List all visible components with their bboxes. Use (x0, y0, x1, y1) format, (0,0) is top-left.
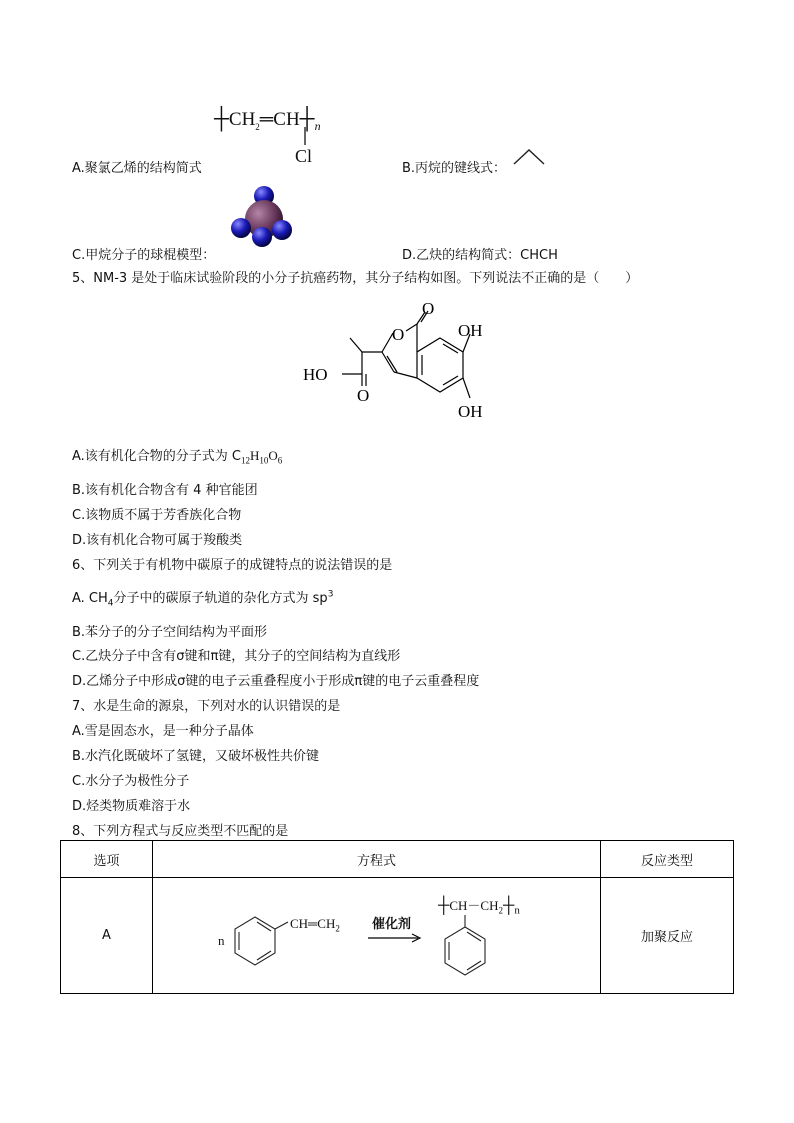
q4-option-a: A.聚氯乙烯的结构简式 (72, 161, 202, 176)
nm3-o-carbonyl: O (422, 299, 435, 318)
header-option: 选项 (61, 841, 153, 878)
q6-option-c: C.乙炔分子中含有σ键和π键，其分子的空间结构为直线形 (72, 649, 401, 664)
reaction-arrow (368, 933, 424, 943)
nm3-o-acid: O (357, 386, 370, 405)
pvc-ch2: CH (228, 109, 256, 130)
q4-option-c: C.甲烷分子的球棍模型： (72, 248, 216, 263)
q5-stem: 5、NM-3 是处于临床试验阶段的小分子抗癌药物，其分子结构如图。下列说法不正确的是（ ） (72, 271, 639, 286)
q6-option-b: B.苯分子的分子空间结构为平面形 (72, 625, 268, 640)
q4-option-d: D.乙炔的结构简式：CHCH (402, 248, 558, 263)
nm3-ho-acid: HO (303, 365, 328, 384)
q4-option-b: B.丙烷的键线式： (402, 161, 507, 176)
pvc-cl: Cl (295, 146, 313, 166)
catalyst-label: 催化剂 (372, 917, 412, 932)
nm3-o-ring: O (392, 325, 405, 344)
row-a-equation (153, 878, 601, 994)
table-header-row (61, 841, 734, 878)
q7-stem: 7、水是生命的源泉，下列对水的认识错误的是 (72, 699, 341, 714)
table-row (61, 878, 734, 994)
methane-ball-stick-model (228, 183, 298, 249)
header-type: 反应类型 (601, 841, 734, 878)
pvc-cl-bond (300, 127, 310, 147)
styrene-benzene-ring (230, 913, 280, 969)
q7-option-c: C.水分子为极性分子 (72, 774, 190, 789)
nm3-structure (300, 300, 500, 420)
propane-skeletal (512, 148, 552, 168)
q7-option-b: B.水汽化既破坏了氢键，又破坏极性共价键 (72, 749, 320, 764)
q5-option-a: A.该有机化合物的分子式为 $C_{12}H_{10}O_6$ (72, 448, 283, 466)
pvc-formula: $┼CH_2═CH┼_n$ (214, 106, 321, 133)
q5-option-c: C.该物质不属于芳香族化合物 (72, 508, 242, 523)
q5-option-d: D.该有机化合物可属于羧酸类 (72, 533, 243, 548)
styrene-substituent: $CH═CH_2$ (290, 916, 340, 934)
nm3-oh-bottom: OH (458, 402, 483, 421)
nm3-oh-top: OH (458, 321, 483, 340)
header-equation: 方程式 (153, 841, 601, 878)
row-a-option: A (61, 878, 153, 994)
q6-option-d: D.乙烯分子中形成σ键的电子云重叠程度小于形成π键的电子云重叠程度 (72, 674, 480, 689)
polymer-chain: $┼CH-CH_2┼_n$ (438, 897, 520, 917)
q8-stem: 8、下列方程式与反应类型不匹配的是 (72, 824, 289, 839)
q7-option-a: A.雪是固态水，是一种分子晶体 (72, 724, 254, 739)
reactant-n: n (218, 933, 225, 948)
q6-option-a: A. $CH_4$分子中的碳原子轨道的杂化方式为 $sp^3$ (72, 589, 334, 609)
polystyrene-benzene-ring (440, 915, 490, 981)
q5-option-b: B.该有机化合物含有 4 种官能团 (72, 483, 258, 498)
q7-option-d: D.烃类物质难溶于水 (72, 799, 191, 814)
q6-stem: 6、下列关于有机物中碳原子的成键特点的说法错误的是 (72, 558, 393, 573)
q8-table (60, 840, 734, 994)
row-a-type: 加聚反应 (601, 878, 734, 994)
